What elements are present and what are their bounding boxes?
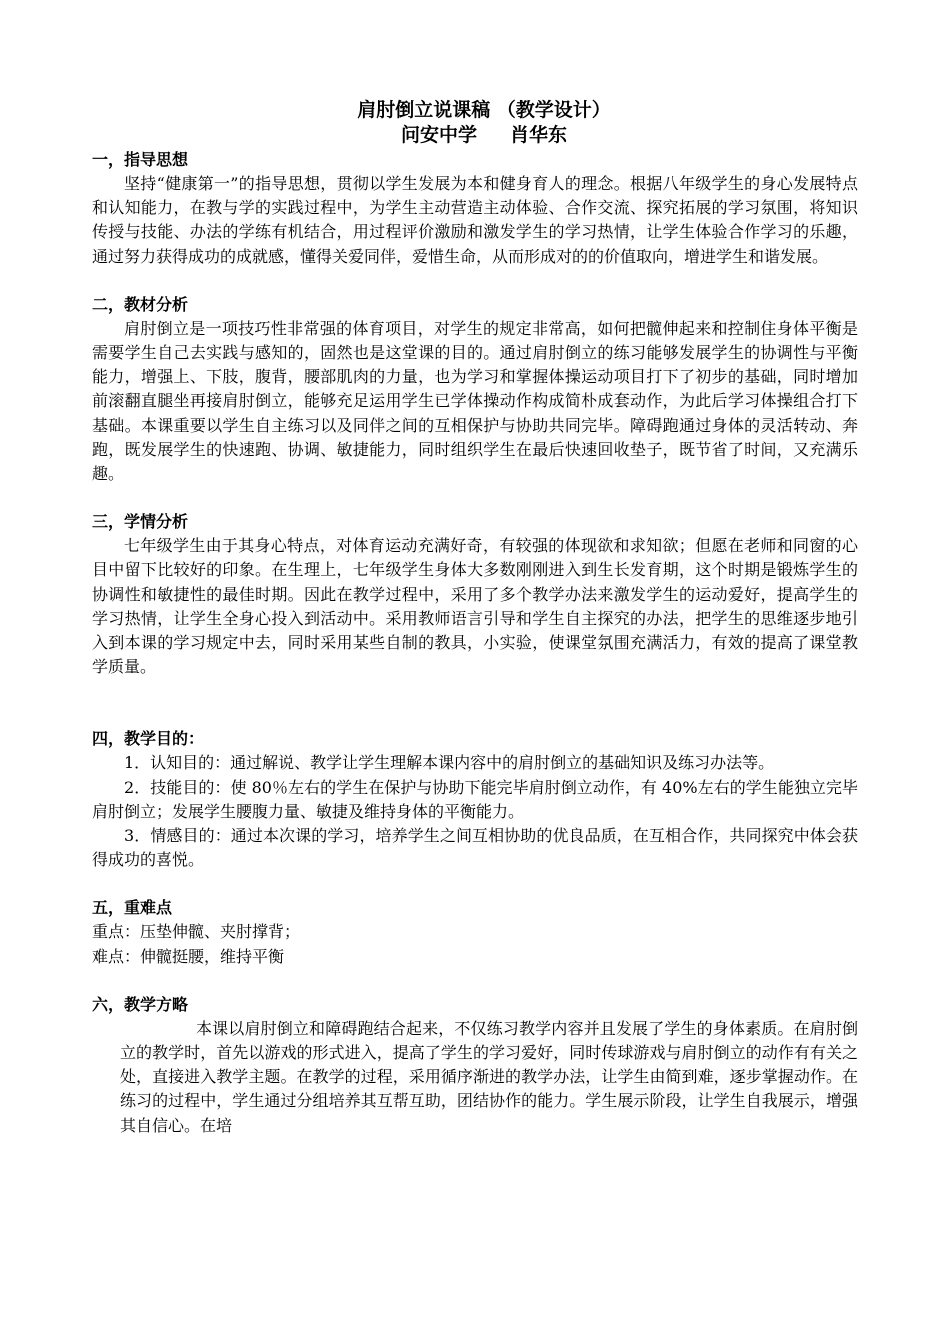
section-heading-guiding-idea: 一，指导思想 — [92, 150, 189, 169]
goal-item: 3．情感目的：通过本次课的学习，培养学生之间互相协助的优良品质，在互相合作，共同探究中体会获得成功的喜悦。 — [92, 826, 858, 870]
document-title: 肩肘倒立说课稿 （教学设计） — [357, 99, 611, 121]
goal-item: 2．技能目的：使 80％左右的学生在保护与协助下能完毕肩肘倒立动作，有 40%左右的学生能独立完毕肩肘倒立；发展学生腰腹力量、敏捷及维持身体的平衡能力。 — [92, 777, 858, 821]
author-line: 问安中学 肖华东 — [400, 124, 568, 146]
section-paragraph: 七年级学生由于其身心特点，对体育运动充满好奇，有较强的体现欲和求知欲；但愿在老师和同窗的心目中留下比较好的印象。在生理上，七年级学生身体大多数刚刚进入到生长发育期，这个时期是锻炼学生的协调性和敏捷性的最佳时期。因此在教学过程中，采用了多个教学办法来激发学生的运动爱好，提高学生的学习热情，让学生全身心投入到活动中。采用教师语言引导和学生自主探究的办法，把学生的思维逐步地引入到本课的学习规定中去，同时采用某些自制的教具，小实验，使课堂氛围充满活力，有效的提高了课堂教学质量。 — [92, 536, 858, 677]
section-heading-teaching-strategy: 六，教学方略 — [92, 994, 189, 1014]
section-heading-teaching-goals: 四，教学目的： — [92, 729, 205, 749]
section-heading-key-points: 五，重难点 — [92, 898, 173, 918]
section-paragraph: 本课以肩肘倒立和障碍跑结合起来，不仅练习教学内容并且发展了学生的身体素质。在肩肘倒立的教学时，首先以游戏的形式进入，提高了学生的学习爱好，同时传球游戏与肩肘倒立的动作有有关之处，直接进入教学主题。在教学的过程，采用循序渐进的教学办法，让学生由简到难，逐步掌握动作。在练习的过程中，学生通过分组培养其互帮互助，团结协作的能力。学生展示阶段，让学生自我展示，增强其自信心。在培 — [120, 1018, 858, 1135]
document-page — [92, 98, 858, 1138]
section-paragraph: 肩肘倒立是一项技巧性非常强的体育项目，对学生的规定非常高，如何把髋伸起来和控制住身体平衡是需要学生自己去实践与感知的，固然也是这堂课的目的。通过肩肘倒立的练习能够发展学生的协调性与平衡能力，增强上、下肢，腹背，腰部肌肉的力量，也为学习和掌握体操运动项目打下了初步的基础，同时增加前滚翻直腿坐再接肩肘倒立，能够充足运用学生已学体操动作构成简朴成套动作，为此后学习体操组合打下基础。本课重要以学生自主练习以及同伴之间的互相保护与协助共同完毕。障碍跑通过身体的灵活转动、奔跑，既发展学生的快速跑、协调、敏捷能力，同时组织学生在最后快速回收垫子，既节省了时间，又充满乐趣。 — [92, 318, 858, 484]
goal-item: 1．认知目的：通过解说、教学让学生理解本课内容中的肩肘倒立的基础知识及练习办法等。 — [124, 753, 775, 773]
section-heading-student-analysis: 三，学情分析 — [92, 512, 189, 532]
difficult-point: 难点：伸髋挺腰，维持平衡 — [92, 946, 285, 966]
section-paragraph: 坚持“健康第一”的指导思想，贯彻以学生发展为本和健身育人的理念。根据八年级学生的身心发展特点和认知能力，在教与学的实践过程中，为学生主动营造主动体验、合作交流、探究拓展的学习氛围，将知识传授与技能、办法的学练有机结合，用过程评价激励和激发学生的学习热情，让学生体验合作学习的乐趣，通过努力获得成功的成就感，懂得关爱同伴，爱惜生命，从而形成对的的价值取向，增进学生和谐发展。 — [92, 174, 858, 266]
key-point: 重点：压垫伸髋、夹肘撑背； — [92, 922, 301, 942]
section-heading-material-analysis: 二，教材分析 — [92, 294, 189, 314]
